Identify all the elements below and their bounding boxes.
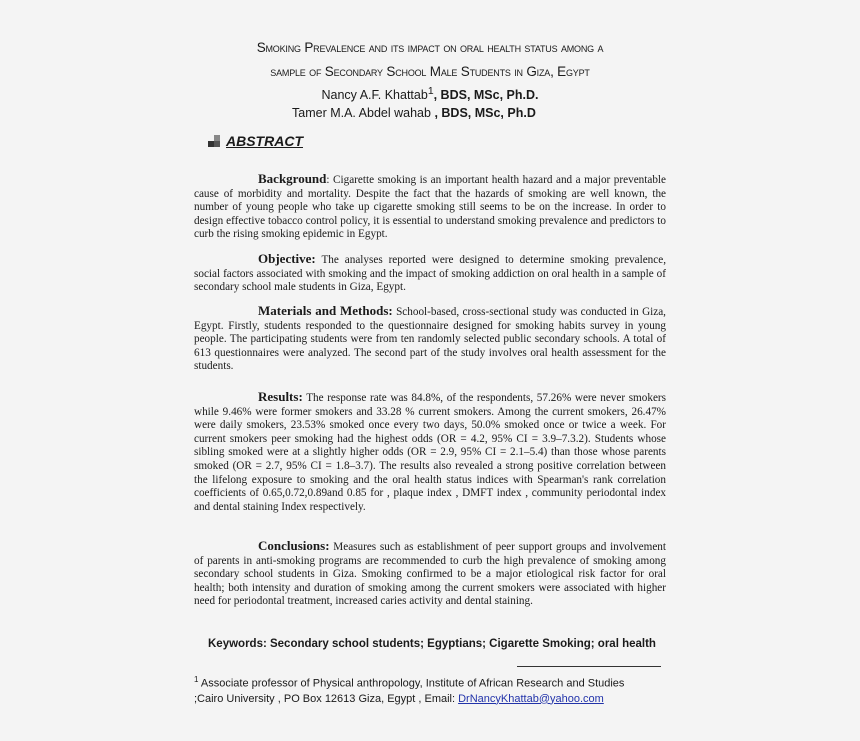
abstract-heading-text: ABSTRACT [226, 133, 303, 149]
author-1 [0, 86, 860, 102]
results-label: Results: [258, 389, 303, 404]
author-1-degrees: , BDS, MSc, Ph.D. [433, 88, 539, 103]
background-paragraph [194, 172, 666, 242]
author-2-degrees: , BDS, MSc, Ph.D [434, 106, 536, 120]
author-1-sup: 1 [427, 86, 434, 97]
bullet-squares-icon [208, 135, 222, 147]
footnote-line-2: ;Cairo University , PO Box 12613 Giza, Egypt , Email: [194, 692, 459, 705]
abstract-heading [208, 133, 303, 149]
footnote-rule [517, 666, 661, 667]
email-link[interactable]: DrNancyKhattab@yahoo.com [458, 692, 604, 705]
methods-label: Materials and Methods: [258, 303, 393, 318]
title-line-2: sample of Secondary School Male Students in Giza, Egypt [270, 64, 590, 79]
footnote [194, 672, 664, 707]
footnote-sup: 1 [194, 675, 199, 684]
conclusions-label: Conclusions: [258, 538, 330, 553]
title-line-1: Smoking Prevalence and its impact on oral health status among a [256, 40, 604, 55]
objective-text: The analyses reported were designed to determine smoking prevalence, social factors associated with smoking and the impact of smoking addiction on oral health in a sample of secondary school male students in Giza, Egypt. [194, 254, 666, 294]
author-1-name: Nancy A.F. Khattab [321, 88, 428, 103]
methods-paragraph [194, 304, 666, 374]
methods-text: School-based, cross-sectional study was conducted in Giza, Egypt. Firstly, students responded to the questionnaire designed for smoking habits survey in young people. The participating students were from ten randomly selected public secondary schools. A total of 613 questionnaires were analyzed. The second part of the study involves oral health assessment for the students. [194, 306, 666, 373]
background-text: : Cigarette smoking is an important health hazard and a major preventable cause of morbidity and mortality. Despite the fact that the hazards of smoking are well known, the number of young people who take up cigarette smoking still seems to be on the increase. In order to design effective tobacco control policy, it is essential to understand smoking prevalence and predictors to curb the rising smoking epidemic in Egypt. [194, 174, 666, 241]
conclusions-paragraph [194, 539, 666, 609]
conclusions-text: Measures such as establishment of peer support groups and involvement of parents in anti-smoking programs are recommended to curb the high prevalence of smoking among secondary school students in Giza. Smoking confirmed to be a major etiological risk factor for oral health; both intensity and duration of smoking among the current smokers were associated with higher need for periodontal treatment, increased caries activity and dental staining. [194, 541, 666, 608]
keywords: Keywords: Secondary school students; Egyptians; Cigarette Smoking; oral health [208, 638, 656, 650]
objective-label: Objective: [258, 251, 316, 266]
author-2-name: Tamer M.A. Abdel wahab [292, 106, 435, 120]
author-2 [292, 106, 536, 120]
background-label: Background [258, 171, 327, 186]
objective-paragraph [194, 252, 666, 295]
results-text: The response rate was 84.8%, of the respondents, 57.26% were never smokers while 9.46% were former smokers and 33.28 % current smokers. Among the current smokers, 26.47% were daily smokers, 23.53% smoked once every two days, 50.0% smoked once or twice a week. For current smokers peer smoking had the highest odds (OR = 4.2, 95% CI = 3.9–7.3.2). Students whose sibling smoked were at a slightly higher odds (OR = 2.9, 95% CI = 2.1–5.4) than those whose parents smoked (OR = 2.7, 95% CI = 1.8–3.7). The results also revealed a strong positive correlation between the lifelong exposure to smoking and the oral health status indices with Spearman's rank correlation coefficients of 0.65,0.72,0.89and 0.85 for , plaque index , DMFT index , community periodontal index and dental staining Index respectively. [194, 392, 666, 513]
footnote-line-1: Associate professor of Physical anthropology, Institute of African Research and Studies [198, 677, 625, 690]
results-paragraph [194, 390, 666, 514]
